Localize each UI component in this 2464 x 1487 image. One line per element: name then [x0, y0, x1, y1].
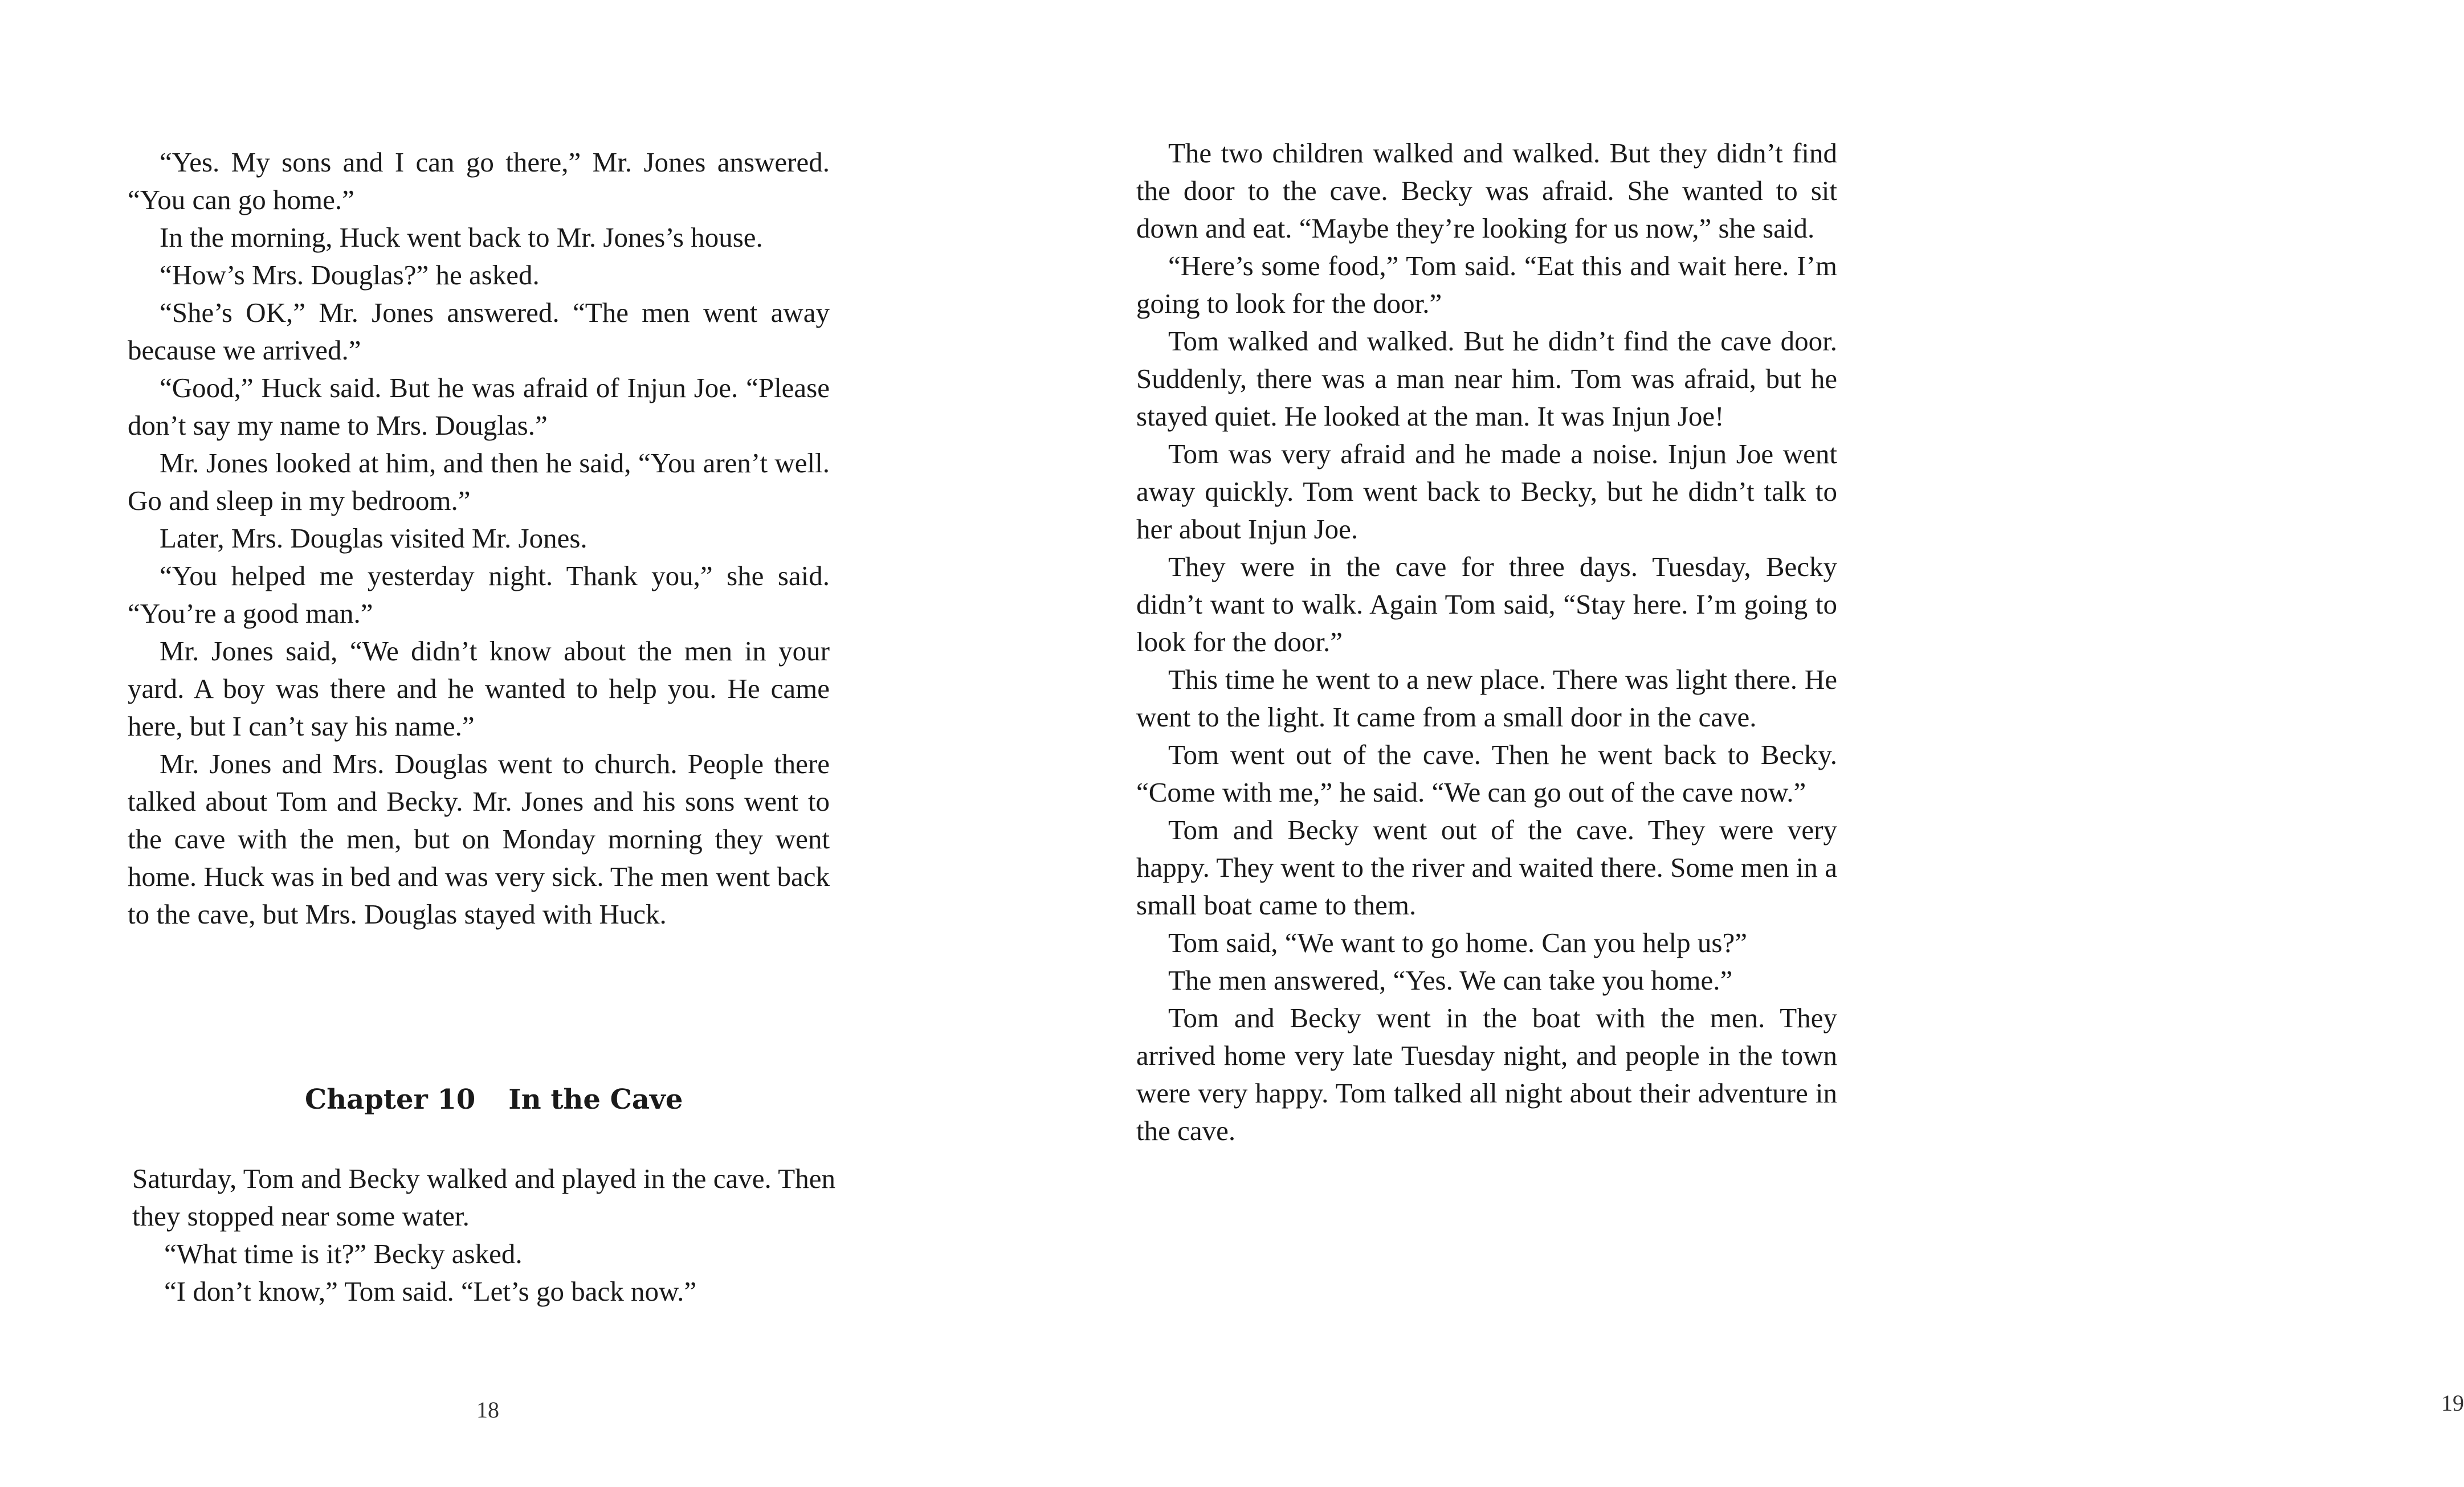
paragraph: “You helped me yesterday night. Thank you,” she said. “You’re a good man.” — [128, 560, 830, 629]
paragraph: Tom and Becky went in the boat with the men. They arrived home very late Tuesday night, and people in the town were very happy. Tom talked all night about their adventure in the cave. — [1136, 1002, 1837, 1146]
paragraph: This time he went to a new place. There was light there. He went to the light. It came from a small door in the cave. — [1136, 664, 1837, 733]
right-page — [963, 0, 2464, 1487]
paragraph: Mr. Jones said, “We didn’t know about the men in your yard. A boy was there and he wanted to help you. He came here, but I can’t say his name.” — [128, 635, 830, 742]
paragraph: Later, Mrs. Douglas visited Mr. Jones. — [160, 522, 588, 554]
right-page-body-text — [1136, 134, 1837, 1150]
chapter-title: In the Cave — [508, 1084, 683, 1116]
page-number-right: 19 — [2441, 1390, 2464, 1416]
paragraph: They were in the cave for three days. Tuesday, Becky didn’t want to walk. Again Tom said, “Stay here. I’m going to look for the door.” — [1136, 551, 1837, 657]
page-number-left: 18 — [476, 1397, 499, 1423]
paragraph: “Yes. My sons and I can go there,” Mr. Jones answered. “You can go home.” — [128, 146, 830, 215]
paragraph: The two children walked and walked. But they didn’t find the door to the cave. Becky was afraid. She wanted to sit down and eat. “Maybe they’re looking for us now,” she said. — [1136, 137, 1837, 244]
paragraph: Tom went out of the cave. Then he went back to Becky. “Come with me,” he said. “We can go out of the cave now.” — [1136, 739, 1837, 808]
paragraph: In the morning, Huck went back to Mr. Jones’s house. — [160, 222, 763, 253]
paragraph: Tom was very afraid and he made a noise. Injun Joe went away quickly. Tom went back to Becky, but he didn’t talk to her about Injun Joe. — [1136, 438, 1837, 545]
paragraph: Tom said, “We want to go home. Can you help us?” — [1168, 927, 1747, 958]
paragraph: “Good,” Huck said. But he was afraid of Injun Joe. “Please don’t say my name to Mrs. Douglas.” — [128, 372, 830, 441]
paragraph: The men answered, “Yes. We can take you home.” — [1168, 965, 1733, 996]
paragraph: “I don’t know,” Tom said. “Let’s go back now.” — [164, 1276, 697, 1307]
paragraph: Saturday, Tom and Becky walked and played in the cave. Then they stopped near some water. — [132, 1163, 835, 1232]
left-page — [0, 0, 963, 1487]
paragraph: Mr. Jones looked at him, and then he said, “You aren’t well. Go and sleep in my bedroom.” — [128, 447, 830, 516]
paragraph: Tom walked and walked. But he didn’t find the cave door. Suddenly, there was a man near him. Tom was afraid, but he stayed quiet. He looked at the man. It was Injun Joe! — [1136, 325, 1837, 432]
paragraph: Tom and Becky went out of the cave. They were very happy. They went to the river and waited there. Some men in a small boat came to them. — [1136, 814, 1837, 921]
chapter-heading — [305, 1082, 683, 1117]
chapter-body-text — [132, 1160, 835, 1310]
left-page-body-text — [128, 144, 830, 933]
paragraph: Mr. Jones and Mrs. Douglas went to church. People there talked about Tom and Becky. Mr. Jones and his sons went to the cave with the men, but on Monday morning they went home. Huck was in bed and was very sick. The men went back to the cave, but Mrs. Douglas stayed with Huck. — [128, 748, 830, 930]
paragraph: “She’s OK,” Mr. Jones answered. “The men went away because we arrived.” — [128, 297, 830, 366]
paragraph: “How’s Mrs. Douglas?” he asked. — [160, 259, 540, 291]
paragraph: “What time is it?” Becky asked. — [164, 1238, 523, 1269]
paragraph: “Here’s some food,” Tom said. “Eat this and wait here. I’m going to look for the door.” — [1136, 250, 1837, 319]
chapter-label: Chapter 10 — [305, 1084, 476, 1116]
